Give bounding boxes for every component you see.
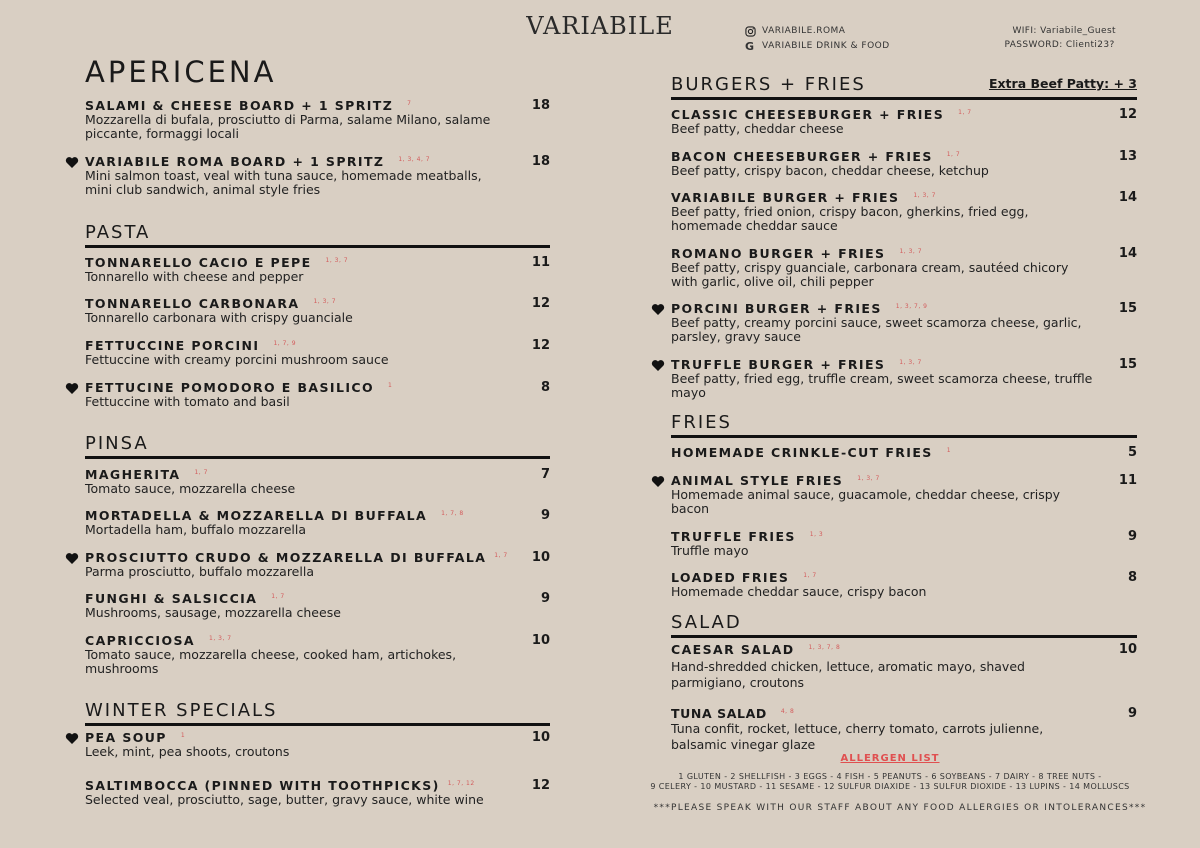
item-desc: Mini salmon toast, veal with tuna sauce, homemade meatballs, mini club sandwich, animal style fries: [85, 168, 482, 197]
allergen-list: [620, 772, 1160, 792]
item-desc: Homemade animal sauce, guacamole, cheddar cheese, crispy bacon: [671, 487, 1061, 516]
menu-item: [85, 467, 550, 496]
item-name: TRUFFLE BURGER + FRIES: [671, 357, 886, 372]
item-name: CAPRICCIOSA: [85, 633, 195, 648]
item-desc: Beef patty, creamy porcini sauce, sweet scamorza cheese, garlic, parsley, gravy sauce: [671, 315, 1082, 344]
item-allergens: 1, 7: [194, 468, 208, 476]
item-price: 9: [1127, 529, 1137, 544]
menu-item: [85, 633, 550, 676]
item-allergens: 1, 7: [958, 108, 972, 116]
item-price: 13: [1118, 149, 1137, 164]
item-name: CLASSIC CHEESEBURGER + FRIES: [671, 107, 945, 122]
item-allergens: 1, 7, 12: [447, 779, 475, 787]
item-desc: Beef patty, fried egg, truffle cream, sweet scamorza cheese, truffle mayo: [671, 371, 1093, 400]
item-allergens: 1, 3, 7: [899, 358, 922, 366]
item-price: 11: [531, 255, 550, 270]
allergen-line: 9 CELERY - 10 MUSTARD - 11 SESAME - 12 SULFUR DIAXIDE - 13 SULFUR DIOXIDE - 13 LUPINS - 14 MOLLUSCS: [650, 782, 1130, 791]
item-allergens: 4, 8: [780, 707, 795, 715]
item-name: TONNARELLO CACIO E PEPE: [85, 255, 312, 270]
item-name: PEA SOUP: [85, 730, 167, 745]
allergen-list-title: ALLERGEN LIST: [840, 753, 940, 764]
google-row[interactable]: [745, 39, 890, 54]
heart-icon: [651, 359, 665, 372]
section-title: FRIES: [671, 412, 1137, 438]
item-allergens: 1, 3, 4, 7: [398, 155, 431, 163]
item-desc: Beef patty, fried onion, crispy bacon, gherkins, fried egg, homemade cheddar sauce: [671, 204, 1029, 233]
menu-item: [671, 570, 1137, 599]
item-desc: Truffle mayo: [671, 543, 749, 558]
item-price: 12: [531, 296, 550, 311]
wifi-info: [1004, 24, 1116, 52]
menu-item: [671, 529, 1137, 558]
item-price: 10: [531, 550, 550, 565]
item-desc: Leek, mint, pea shoots, croutons: [85, 744, 290, 759]
item-allergens: 1, 3, 7: [209, 634, 232, 642]
item-desc: Parma prosciutto, buffalo mozzarella: [85, 564, 314, 579]
item-name: MAGHERITA: [85, 467, 181, 482]
item-name: TUNA SALAD: [671, 706, 767, 721]
item-name: FETTUCCINE PORCINI: [85, 338, 260, 353]
menu-item: [85, 550, 550, 579]
section-title: WINTER SPECIALS: [85, 700, 550, 726]
section-salad: [671, 612, 1137, 638]
menu-item: [671, 107, 1137, 136]
item-price: 15: [1118, 301, 1137, 316]
section-title: PINSA: [85, 433, 550, 459]
menu-item: [85, 98, 550, 141]
section-pasta: [85, 222, 550, 248]
menu-item: [671, 445, 1137, 460]
heart-icon: [65, 732, 79, 745]
item-allergens: 1: [387, 381, 393, 389]
item-allergens: 1, 7: [803, 571, 817, 579]
item-allergens: 7: [407, 99, 412, 107]
menu-item: [85, 296, 550, 325]
item-desc: Beef patty, crispy bacon, cheddar cheese, ketchup: [671, 163, 989, 178]
menu-item: [85, 255, 550, 284]
item-desc: Beef patty, cheddar cheese: [671, 121, 844, 136]
section-title: APERICENA: [85, 55, 277, 89]
item-price: 5: [1127, 445, 1137, 460]
menu-item: [85, 778, 550, 807]
item-price: 9: [540, 508, 550, 523]
item-desc: Mozzarella di bufala, prosciutto di Parma, salame Milano, salame piccante, formaggi locali: [85, 112, 491, 141]
google-name: VARIABILE DRINK & FOOD: [762, 41, 890, 51]
menu-item: [85, 591, 550, 620]
menu-item: [671, 706, 1137, 753]
section-pinsa: [85, 433, 550, 459]
item-allergens: 1, 3, 7: [913, 191, 936, 199]
item-name: LOADED FRIES: [671, 570, 790, 585]
heart-icon: [65, 156, 79, 169]
item-name: FETTUCINE POMODORO E BASILICO: [85, 380, 374, 395]
item-name: PROSCIUTTO CRUDO & MOZZARELLA DI BUFFALA: [85, 550, 487, 565]
item-price: 7: [540, 467, 550, 482]
item-price: 12: [531, 778, 550, 793]
menu-item: [671, 473, 1137, 516]
item-price: 9: [1127, 706, 1137, 721]
item-allergens: 1, 7, 9: [273, 339, 297, 347]
section-fries: [671, 412, 1137, 438]
item-price: 14: [1118, 246, 1137, 261]
wifi-name: WIFI: Variabile_Guest: [1012, 26, 1116, 36]
item-name: ANIMAL STYLE FRIES: [671, 473, 844, 488]
item-desc: Mortadella ham, buffalo mozzarella: [85, 522, 307, 537]
item-name: BACON CHEESEBURGER + FRIES: [671, 149, 933, 164]
item-allergens: 1, 3, 7: [857, 474, 880, 482]
item-price: 8: [540, 380, 550, 395]
item-name: FUNGHI & SALSICCIA: [85, 591, 258, 606]
item-price: 10: [531, 633, 550, 648]
item-price: 14: [1118, 190, 1137, 205]
menu-item: [671, 301, 1137, 344]
menu-item: [671, 357, 1137, 400]
item-allergens: 1, 3, 7, 9: [895, 302, 928, 310]
google-icon: G: [745, 40, 755, 53]
item-name: TONNARELLO CARBONARA: [85, 296, 300, 311]
brand-logo: VARIABILE: [526, 12, 674, 40]
instagram-icon: [745, 26, 756, 37]
menu-item: [85, 154, 550, 197]
extra-patty-note: Extra Beef Patty: + 3: [988, 76, 1137, 91]
item-allergens: 1, 7: [946, 150, 961, 158]
allergen-line: 1 GLUTEN - 2 SHELLFISH - 3 EGGS - 4 FISH - 5 PEANUTS - 6 SOYBEANS - 7 DAIRY - 8 TREE NUTS -: [678, 772, 1102, 781]
menu-item: [671, 149, 1137, 178]
item-name: VARIABILE ROMA BOARD + 1 SPRITZ: [85, 154, 385, 169]
section-winter-specials: [85, 700, 550, 726]
instagram-handle: VARIABILE.ROMA: [762, 26, 846, 36]
item-price: 11: [1118, 473, 1137, 488]
item-allergens: 1, 3, 7: [899, 247, 923, 255]
item-desc: Selected veal, prosciutto, sage, butter, gravy sauce, white wine: [85, 792, 484, 807]
item-price: 18: [531, 98, 550, 113]
item-allergens: 1, 7, 8: [441, 509, 464, 517]
item-name: HOMEMADE CRINKLE-CUT FRIES: [671, 445, 933, 460]
item-desc: Fettuccine with tomato and basil: [85, 394, 290, 409]
item-name: VARIABILE BURGER + FRIES: [671, 190, 900, 205]
item-allergens: 1, 7: [494, 551, 508, 559]
item-allergens: 1: [180, 731, 186, 739]
item-allergens: 1, 3, 7, 8: [808, 643, 841, 651]
menu-item: [85, 730, 550, 759]
item-desc: Fettuccine with creamy porcini mushroom sauce: [85, 352, 389, 367]
item-price: 9: [540, 591, 550, 606]
instagram-row[interactable]: [745, 24, 890, 39]
menu-item: [671, 246, 1137, 289]
heart-icon: [65, 552, 79, 565]
section-title: BURGERS + FRIES: [671, 74, 1137, 100]
menu-item: [671, 642, 1137, 691]
item-desc: Hand-shredded chicken, lettuce, aromatic mayo, shaved parmigiano, croutons: [671, 659, 1025, 690]
item-desc: Tomato sauce, mozzarella cheese, cooked ham, artichokes, mushrooms: [85, 647, 457, 676]
heart-icon: [65, 382, 79, 395]
menu-item: [671, 190, 1137, 233]
menu-item: [85, 338, 550, 367]
item-name: ROMANO BURGER + FRIES: [671, 246, 886, 261]
item-allergens: 1, 3, 7: [313, 297, 337, 305]
item-name: TRUFFLE FRIES: [671, 529, 796, 544]
item-desc: Beef patty, crispy guanciale, carbonara cream, sautéed chicory with garlic, olive oil, chili pepper: [671, 260, 1069, 289]
item-name: SALTIMBOCCA (PINNED WITH TOOTHPICKS): [85, 778, 440, 793]
item-price: 18: [531, 154, 550, 169]
section-apericena: [85, 55, 550, 89]
item-price: 15: [1118, 357, 1137, 372]
wifi-password: PASSWORD: Clienti23?: [1004, 40, 1115, 50]
item-allergens: 1: [946, 446, 952, 454]
heart-icon: [651, 303, 665, 316]
item-price: 10: [1118, 642, 1137, 657]
item-desc: Homemade cheddar sauce, crispy bacon: [671, 584, 927, 599]
item-desc: Tonnarello with cheese and pepper: [85, 269, 304, 284]
item-price: 12: [531, 338, 550, 353]
item-name: PORCINI BURGER + FRIES: [671, 301, 882, 316]
item-name: MORTADELLA & MOZZARELLA DI BUFFALA: [85, 508, 428, 523]
heart-icon: [651, 475, 665, 488]
allergy-notice: ***PLEASE SPEAK WITH OUR STAFF ABOUT ANY FOOD ALLERGIES OR INTOLERANCES***: [653, 803, 1147, 813]
menu-item: [85, 380, 550, 409]
item-name: SALAMI & CHEESE BOARD + 1 SPRITZ: [85, 98, 394, 113]
item-desc: Tuna confit, rocket, lettuce, cherry tomato, carrots julienne, balsamic vinegar glaze: [671, 721, 1044, 752]
item-desc: Mushrooms, sausage, mozzarella cheese: [85, 605, 341, 620]
item-name: CAESAR SALAD: [671, 642, 795, 657]
section-title: PASTA: [85, 222, 550, 248]
section-title: SALAD: [671, 612, 1137, 638]
item-allergens: 1, 7: [271, 592, 285, 600]
item-price: 12: [1118, 107, 1137, 122]
menu-item: [85, 508, 550, 537]
item-desc: Tomato sauce, mozzarella cheese: [85, 481, 296, 496]
social-links: [745, 24, 890, 54]
item-price: 10: [531, 730, 550, 745]
item-desc: Tonnarello carbonara with crispy guanciale: [85, 310, 353, 325]
item-allergens: 1, 3: [809, 530, 824, 538]
item-allergens: 1, 3, 7: [325, 256, 349, 264]
item-price: 8: [1127, 570, 1137, 585]
